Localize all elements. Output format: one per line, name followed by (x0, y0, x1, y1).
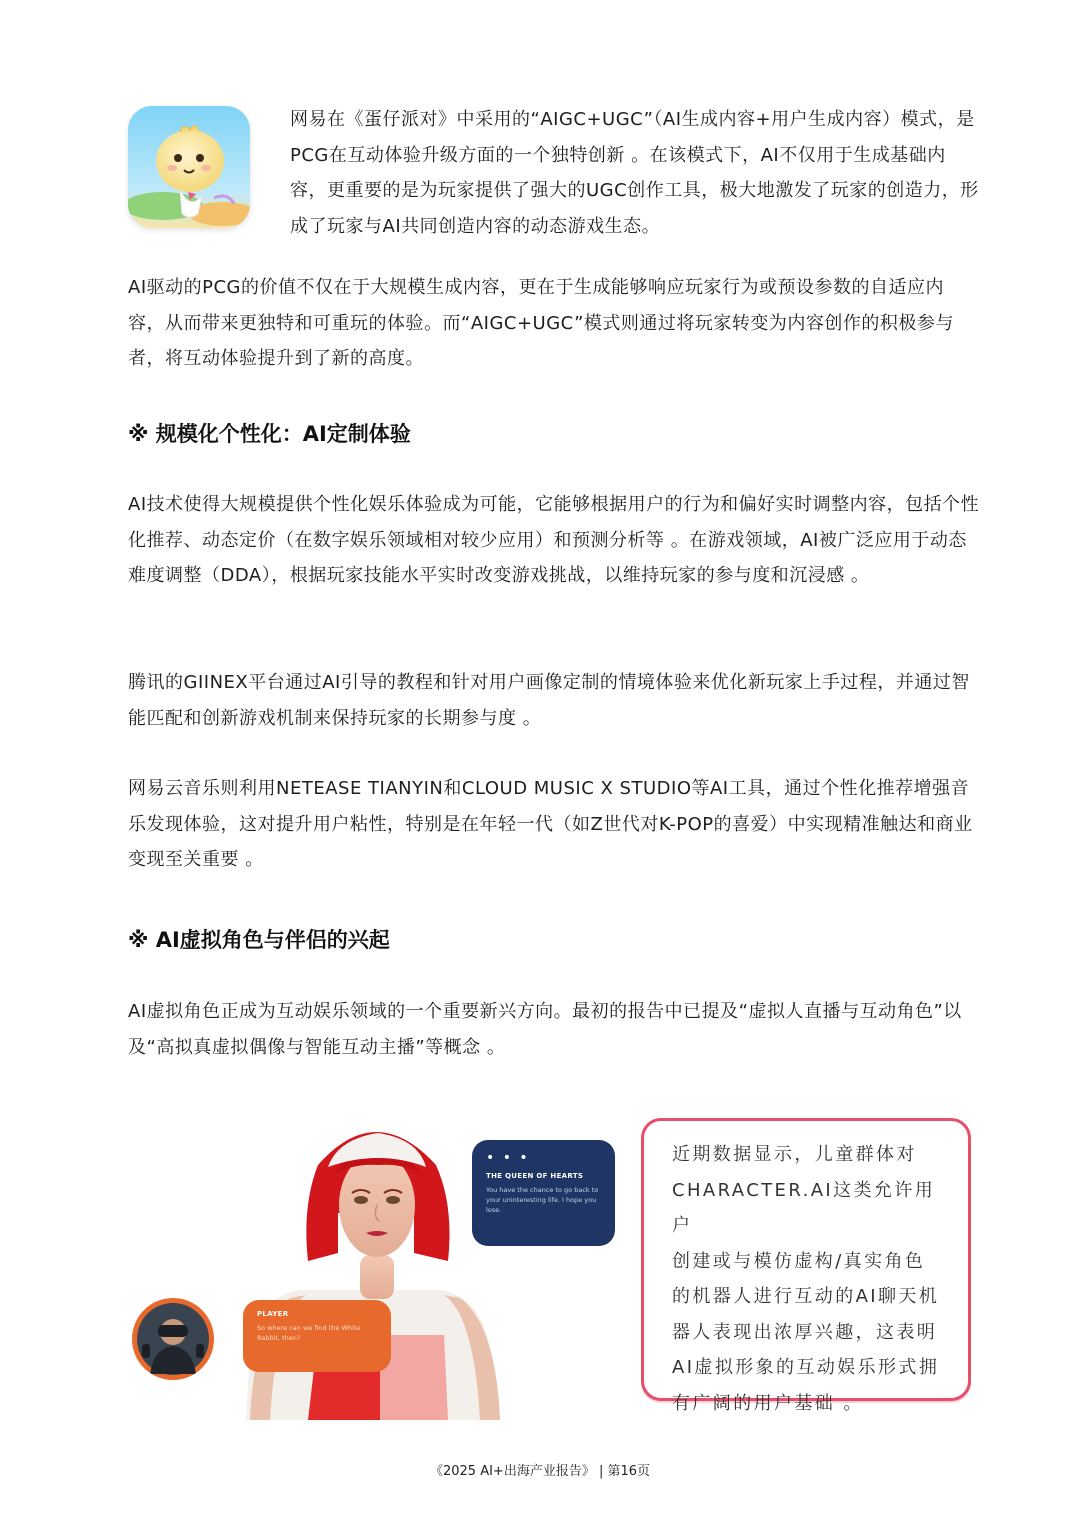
section-heading-virtual-characters: ※ AI虚拟角色与伴侣的兴起 (128, 928, 390, 952)
player-message: So where can we find the White Rabbit, then? (257, 1324, 361, 1342)
character-message: You have the chance to go back to your uninteresting life. I hope you lose. (486, 1186, 599, 1214)
player-name: PLAYER (257, 1310, 289, 1318)
callout-line: 的机器人进行互动的AI聊天机 (672, 1286, 940, 1307)
typing-dots: • • • (486, 1150, 530, 1166)
callout-line: 创建或与模仿虚构/真实角色 (672, 1250, 926, 1272)
character-ai-callout-box (641, 1118, 971, 1414)
vr-headset-player-image (132, 1298, 214, 1380)
intro-paragraph: 网易在《蛋仔派对》中采用的“AIGC+UGC”（AI生成内容+用户生成内容）模式，是PCG在互动体验升级方面的一个独特创新 。在该模式下，AI不仅用于生成基础内容，更重要的是为玩家提供了强大的UGC创作工具，极大地激发了玩家的创造力，形成了玩家与AI共同创造内容的动态游戏生态。 (290, 109, 979, 237)
callout-line: 有广阔的用户基础 。 (672, 1392, 864, 1414)
character-chat-bubble (472, 1140, 615, 1246)
eggy-party-app-icon (128, 106, 250, 228)
paragraph-netease-music: 网易云音乐则利用NETEASE TIANYIN和CLOUD MUSIC X STUDIO等AI工具，通过个性化推荐增强音乐发现体验，这对提升用户粘性，特别是在年轻一代（如Z世代对K-POP的喜爱）中实现精准触达和商业变现至关重要 。 (128, 778, 973, 870)
paragraph-tencent-giinex: 腾讯的GIINEX平台通过AI引导的教程和针对用户画像定制的情境体验来优化新玩家上手过程，并通过智能匹配和创新游戏机制来保持玩家的长期参与度 。 (128, 672, 970, 729)
callout-line: 近期数据显示，儿童群体对 (672, 1144, 917, 1165)
callout-line: 器人表现出浓厚兴趣，这表明 (672, 1321, 938, 1343)
character-name: THE QUEEN OF HEARTS (486, 1172, 584, 1180)
player-chat-bubble (243, 1300, 391, 1372)
paragraph-pcg-value: AI驱动的PCG的价值不仅在于大规模生成内容，更在于生成能够响应玩家行为或预设参数的自适应内容，从而带来更独特和可重玩的体验。而“AIGC+UGC”模式则通过将玩家转变为内容创作的积极参与者，将互动体验提升到了新的高度。 (128, 277, 954, 369)
callout-line: CHARACTER.AI这类允许用户 (672, 1179, 936, 1236)
paragraph-personalization: AI技术使得大规模提供个性化娱乐体验成为可能，它能够根据用户的行为和偏好实时调整内容，包括个性化推荐、动态定价（在数字娱乐领域相对较少应用）和预测分析等 。在游戏领域，AI被广泛应用于动态难度调整（DDA），根据玩家技能水平实时改变游戏挑战，以维持玩家的参与度和沉浸感 。 (128, 494, 980, 586)
page-footer: 《2025 AI+出海产业报告》 | 第16页 (429, 1464, 651, 1479)
section-heading-personalization: ※ 规模化个性化：AI定制体验 (128, 422, 411, 446)
paragraph-virtual-characters: AI虚拟角色正成为互动娱乐领域的一个重要新兴方向。最初的报告中已提及“虚拟人直播与互动角色”以及“高拟真虚拟偶像与智能互动主播”等概念 。 (128, 1001, 962, 1058)
eggy-party-mascot-image (128, 106, 250, 228)
vr-player-avatar (132, 1298, 214, 1380)
callout-line: AI虚拟形象的互动娱乐形式拥 (672, 1357, 940, 1378)
